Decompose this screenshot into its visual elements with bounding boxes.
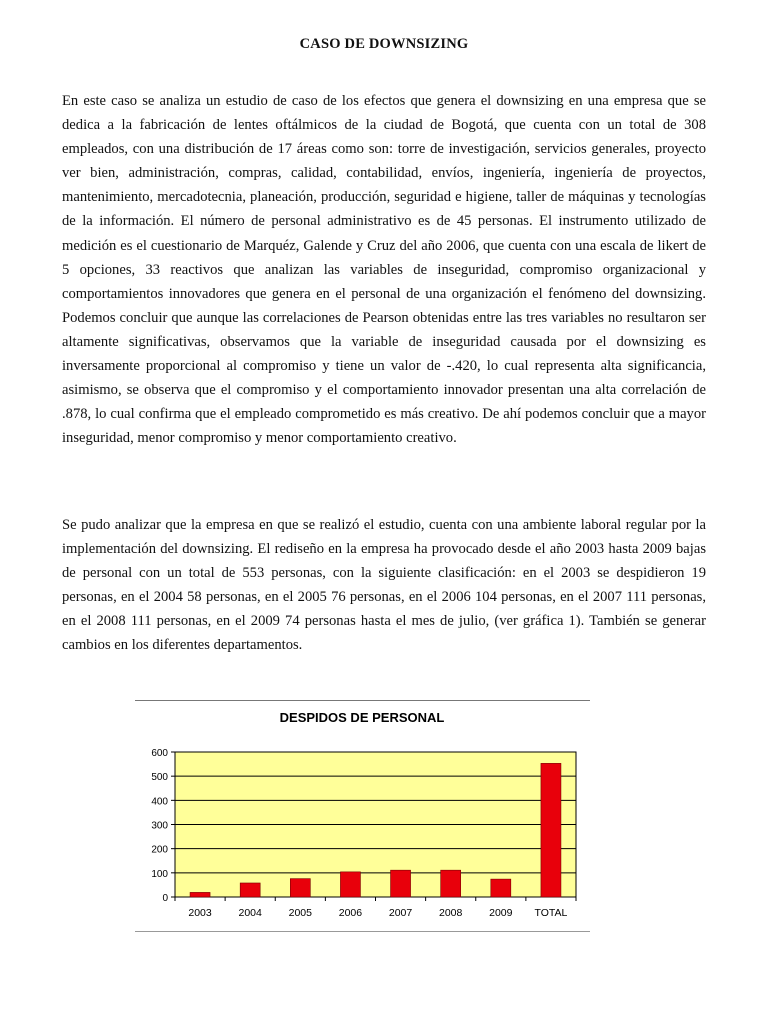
y-tick-label: 400 (151, 796, 168, 808)
paragraph-layoffs: Se pudo analizar que la empresa en que se realizó el estudio, cuenta con una ambiente laboral regular por la implementación del downsizing. El rediseño en la empresa ha provocado desde el año 2003 hasta 2009 bajas de personal con un total de 553 personas, con la siguiente clasificación: en el 2003 se despidieron 19 personas, en el 2004 58 personas, en el 2005 76 personas, en el 2006 104 personas, en el 2007 111 personas, en el 2008 111 personas, en el 2009 74 personas hasta el mes de julio, (ver gráfica 1). También se generar cambios en los diferentes departamentos. (62, 517, 706, 654)
paragraph-study: En este caso se analiza un estudio de caso de los efectos que genera el downsizing en una empresa que se dedica a la fabricación de lentes oftálmicos de la ciudad de Bogotá, que cuenta con un total de 308 empleados, con una distribución de 17 áreas como son: torre de investigación, servicios generales, proyecto ver bien, administración, compras, calidad, contabilidad, envíos, ingeniería, ingeniería de proyectos, mantenimiento, mercadotecnia, planeación, producción, seguridad e higiene, taller de máquinas y tecnologías de la información. El número de personal administrativo es de 45 personas. El instrumento utilizado de medición es el cuestionario de Marquéz, Galende y Cruz del año 2006, que cuenta con una escala de likert de 5 opciones, 33 reactivos que analizan las variables de inseguridad, compromiso organizacional y comportamientos innovadores que genera en el personal de una organización el fenómeno del downsizing. Podemos concluir que aunque las correlaciones de Pearson obtenidas entre las tres variables no resultaron ser altamente significativas, observamos que la variable de inseguridad causada por el downsizing es inversamente proporcional al compromiso y tiene un valor de -.420, lo cual representa alta significancia, asimismo, se observa que el compromiso y el comportamiento innovador presentan una alta correlación de .878, lo cual confirma que el empleado comprometido es más creativo. De ahí podemos concluir que a mayor inseguridad, menor compromiso y menor comportamiento creativo. (62, 93, 706, 447)
x-tick-label: 2004 (238, 907, 262, 919)
y-tick-label: 600 (151, 748, 168, 759)
bar-2009 (491, 879, 511, 897)
bar-2008 (441, 870, 461, 897)
y-tick-label: 100 (151, 868, 168, 880)
x-tick-label: 2006 (338, 907, 363, 919)
bar-total (541, 763, 561, 897)
y-tick-label: 200 (151, 844, 168, 856)
x-tick-label: 2003 (188, 907, 212, 919)
x-tick-label: 2005 (288, 907, 312, 919)
x-tick-label: TOTAL (534, 907, 568, 919)
document-title: CASO DE DOWNSIZING (299, 36, 469, 52)
bar-2007 (391, 870, 411, 897)
y-tick-label: 0 (162, 893, 168, 904)
x-tick-label: 2009 (489, 907, 513, 919)
chart-title: DESPIDOS DE PERSONAL (279, 710, 445, 725)
x-tick-label: 2007 (388, 907, 413, 919)
bar-2005 (290, 879, 310, 897)
y-tick-label: 300 (151, 820, 168, 832)
y-tick-label: 500 (151, 772, 168, 784)
x-tick-label: 2008 (439, 907, 463, 919)
bar-2006 (340, 872, 360, 897)
bar-2004 (240, 883, 260, 897)
layoffs-chart (135, 700, 590, 932)
layoffs-chart-svg (135, 701, 590, 931)
bar-2003 (190, 892, 210, 897)
